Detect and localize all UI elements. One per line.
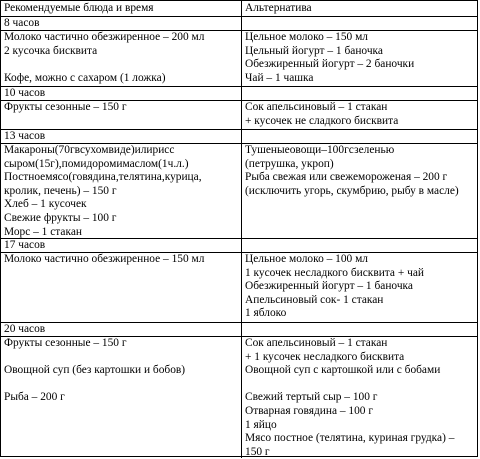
time-label-17: 17 часов <box>4 239 46 251</box>
snack2-alternative: Цельное молоко – 100 мл 1 кусочек несладкого бисквита + чай Обезжиренный йогурт – 1 баночка Апельсиновый сок- 1 стакан 1 яблоко <box>245 253 424 320</box>
dinner-alternative: Сок апельсиновый – 1 стакан + 1 кусочек несладкого бисквита Овощной суп с картошкой или с бобами Свежий тертый сыр – 100 г Отварная говядина – 100 г 1 яйцо Мясо постное (телятина, куриная грудка) – 150 г <box>245 337 455 458</box>
lunch-alt-line-1: Тушеныеовощи–100гсзеленью <box>245 144 395 156</box>
time-label-10: 10 часов <box>4 87 46 99</box>
header-recommended: Рекомендуемые блюда и время <box>4 2 154 14</box>
dinner-recommended: Фрукты сезонные – 150 г Овощной суп (без картошки и бобов) Рыба – 200 г <box>4 337 186 404</box>
lunch-line-1: Макароны(70гвсухомвиде)илирисс <box>4 144 175 156</box>
time-label-20: 20 часов <box>4 323 46 335</box>
breakfast-alternative: Цельное молоко – 150 мл Цельный йогурт – 1 баночка Обезжиренный йогурт – 2 баночки Чай – 1 чашка <box>245 31 415 84</box>
snack1-recommended: Фрукты сезонные – 150 г <box>4 101 127 113</box>
snack2-recommended: Молоко частично обезжиренное – 150 мл <box>4 253 205 265</box>
lunch-recommended: Макароны(70гвсухомвиде)илирисс сыром(15г),помидоромимаслом(1ч.л.) Постноемясо(говядина,телятина,курица, кролик, печень) – 150 г Хлеб – 1 кусочек Свежие фрукты – 100 г Морс – 1 стакан <box>1 144 241 239</box>
lunch-alternative: Тушеныеовощи–100гсзеленью (петрушка, укроп) Рыба свежая или свежемороженая – 200 г (исключить угорь, скумбрию, рыбу в масле) <box>242 144 478 198</box>
time-label-13: 13 часов <box>4 130 46 142</box>
header-alternative: Альтернатива <box>245 2 312 14</box>
time-label-8: 8 часов <box>1 17 241 31</box>
breakfast-recommended: Молоко частично обезжиренное – 200 мл 2 кусочка бисквита Кофе, можно с сахаром (1 ложка) <box>4 31 205 84</box>
lunch-line-3: Постноемясо(говядина,телятина,курица, <box>4 171 202 184</box>
lunch-line-2: сыром(15г),помидоромимаслом(1ч.л.) <box>4 157 189 170</box>
snack1-alternative: Сок апельсиновый – 1 стакан + кусочек не сладкого бисквита <box>245 101 399 127</box>
